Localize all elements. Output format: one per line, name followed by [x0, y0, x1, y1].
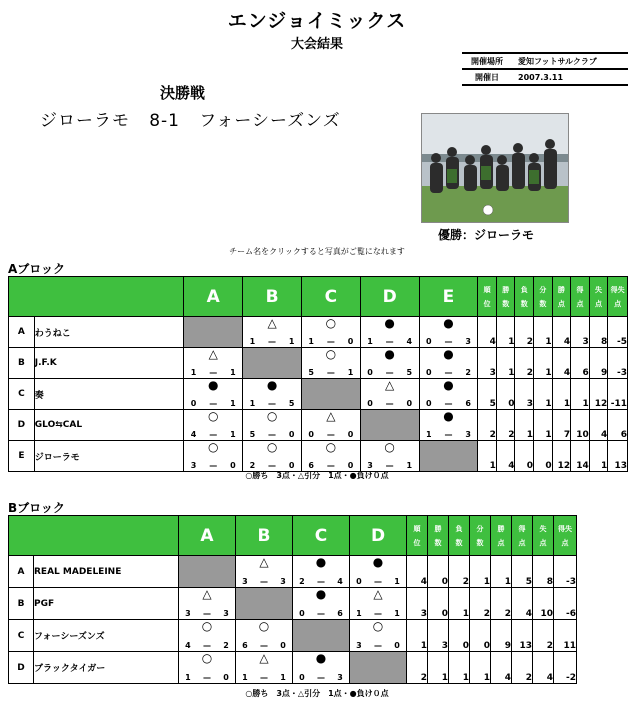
- team-row: [9, 348, 628, 379]
- match-result-cell: [243, 379, 302, 410]
- result-symbol: △: [385, 378, 395, 392]
- match-score: 1 — 1: [249, 337, 295, 346]
- result-symbol: ●: [315, 587, 327, 601]
- block-b-header-row: [9, 516, 577, 556]
- stat-value: 1: [449, 652, 470, 684]
- team-name-link[interactable]: GLO⇆CAL: [34, 410, 184, 441]
- stat-value: 1: [534, 379, 553, 410]
- block-a-label: Aブロック: [8, 262, 66, 276]
- match-result-cell: [350, 620, 407, 652]
- venue-value: 愛知フットサルクラブ: [518, 56, 597, 66]
- result-symbol: △: [202, 587, 212, 601]
- stat-value: 12: [589, 379, 608, 410]
- result-symbol: △: [208, 347, 218, 361]
- team-row: [9, 556, 577, 588]
- block-a-table: [8, 276, 628, 472]
- col-header: C: [293, 516, 350, 556]
- match-result-cell: [184, 441, 243, 472]
- stat-value: 1: [496, 348, 515, 379]
- result-symbol: ○: [258, 619, 270, 633]
- block-b-label: Bブロック: [8, 501, 65, 515]
- team-row: [9, 588, 577, 620]
- stat-value: 2: [496, 410, 515, 441]
- stat-value: -11: [608, 379, 628, 410]
- match-score: 0 — 0: [367, 399, 413, 408]
- match-score: 3 — 3: [185, 609, 229, 618]
- date-value: 2007.3.11: [518, 72, 564, 82]
- stat-value: 2: [449, 556, 470, 588]
- result-symbol: ●: [443, 316, 454, 330]
- match-score: 0 — 0: [308, 430, 354, 439]
- match-result-cell: [184, 410, 243, 441]
- stat-value: 3: [428, 620, 449, 652]
- final-team2: フォーシーズンズ: [199, 111, 341, 131]
- stat-value: 2: [512, 652, 533, 684]
- page-title: エンジョイミックス: [227, 10, 407, 32]
- team-name-link[interactable]: REAL MADELEINE: [34, 556, 179, 588]
- self-match-cell: [350, 652, 407, 684]
- stat-value: 2: [533, 620, 554, 652]
- date-label: 開催日: [475, 72, 499, 82]
- match-result-cell: [350, 588, 407, 620]
- match-score: 0 — 3: [299, 673, 343, 682]
- team-row: [9, 317, 628, 348]
- self-match-cell: [236, 588, 293, 620]
- stat-value: 1: [571, 379, 590, 410]
- winner-label: 優勝：ジローラモ: [438, 228, 535, 242]
- stat-value: 1: [470, 556, 491, 588]
- stat-value: 0: [534, 441, 553, 472]
- self-match-cell: [179, 556, 236, 588]
- result-symbol: ○: [325, 316, 337, 330]
- stat-value: 1: [496, 317, 515, 348]
- team-name-link[interactable]: PGF: [34, 588, 179, 620]
- match-score: 0 — 3: [425, 337, 471, 346]
- stat-value: 3: [571, 317, 590, 348]
- stat-value: 3: [478, 348, 497, 379]
- block-b-table: [8, 515, 577, 684]
- result-symbol: ○: [325, 347, 337, 361]
- result-symbol: ○: [384, 440, 395, 454]
- stat-value: 1: [589, 441, 608, 472]
- match-score: 1 — 3: [425, 430, 471, 439]
- stat-header: 失 点: [533, 516, 554, 556]
- stat-value: 4: [407, 556, 428, 588]
- col-header: D: [360, 277, 419, 317]
- self-match-cell: [301, 379, 360, 410]
- stat-value: 13: [608, 441, 628, 472]
- stat-value: 4: [552, 348, 571, 379]
- team-name-link[interactable]: フォーシーズンズ: [34, 620, 179, 652]
- match-result-cell: [293, 556, 350, 588]
- match-score: 1 — 0: [185, 673, 229, 682]
- stat-value: -2: [554, 652, 577, 684]
- result-symbol: ●: [372, 555, 384, 569]
- result-symbol: △: [259, 651, 269, 665]
- col-header: A: [179, 516, 236, 556]
- stat-value: 4: [496, 441, 515, 472]
- team-name-link[interactable]: ブラックタイガー: [34, 652, 179, 684]
- result-symbol: ●: [443, 347, 454, 361]
- stat-value: 1: [470, 652, 491, 684]
- col-header: A: [184, 277, 243, 317]
- result-symbol: △: [259, 555, 269, 569]
- match-score: 0 — 1: [356, 577, 400, 586]
- stat-value: 1: [449, 588, 470, 620]
- row-letter: A: [9, 317, 35, 348]
- stat-value: 4: [552, 317, 571, 348]
- stat-value: 13: [512, 620, 533, 652]
- col-header: B: [236, 516, 293, 556]
- stat-value: 4: [589, 410, 608, 441]
- row-letter: C: [9, 379, 35, 410]
- match-result-cell: [301, 410, 360, 441]
- result-symbol: ●: [443, 378, 454, 392]
- stat-value: -5: [608, 317, 628, 348]
- final-label: 決勝戦: [160, 84, 206, 102]
- match-score: 1 — 4: [367, 337, 413, 346]
- result-symbol: ●: [443, 409, 454, 423]
- stat-header: 得失 点: [608, 277, 628, 317]
- stat-value: 1: [534, 317, 553, 348]
- self-match-cell: [243, 348, 302, 379]
- stat-value: 2: [407, 652, 428, 684]
- match-result-cell: [419, 410, 478, 441]
- stat-value: 0: [428, 556, 449, 588]
- stat-value: 0: [496, 379, 515, 410]
- team-row: [9, 620, 577, 652]
- match-result-cell: [184, 379, 243, 410]
- stat-value: 2: [515, 348, 534, 379]
- result-symbol: ●: [315, 555, 327, 569]
- stat-value: 12: [552, 441, 571, 472]
- match-score: 3 — 0: [356, 641, 400, 650]
- stat-value: 0: [428, 588, 449, 620]
- match-score: 0 — 6: [299, 609, 343, 618]
- match-result-cell: [301, 317, 360, 348]
- stat-value: 4: [491, 652, 512, 684]
- result-symbol: ○: [201, 651, 213, 665]
- team-name-link[interactable]: 奏: [34, 379, 184, 410]
- match-result-cell: [243, 441, 302, 472]
- final-team1: ジローラモ: [40, 111, 130, 131]
- stat-header: 勝 数: [496, 277, 515, 317]
- stat-header: 順 位: [478, 277, 497, 317]
- team-name-link[interactable]: J.F.K: [34, 348, 184, 379]
- match-score: 4 — 2: [185, 641, 229, 650]
- stat-value: 5: [512, 556, 533, 588]
- match-score: 1 — 5: [249, 399, 295, 408]
- col-header: E: [419, 277, 478, 317]
- match-score: 1 — 0: [308, 337, 354, 346]
- block-a-legend: ○勝ち 3点・△引分 1点・●負け０点: [245, 471, 389, 480]
- match-score: 1 — 1: [242, 673, 286, 682]
- self-match-cell: [293, 620, 350, 652]
- match-result-cell: [360, 317, 419, 348]
- row-letter: C: [9, 620, 34, 652]
- stat-value: -3: [608, 348, 628, 379]
- self-match-cell: [184, 317, 243, 348]
- page-subtitle: 大会結果: [290, 37, 343, 52]
- match-score: 2 — 0: [249, 461, 295, 470]
- result-symbol: ○: [266, 409, 278, 423]
- stat-value: 3: [515, 379, 534, 410]
- stat-value: 9: [491, 620, 512, 652]
- result-symbol: △: [267, 316, 277, 330]
- match-result-cell: [236, 652, 293, 684]
- match-score: 5 — 0: [249, 430, 295, 439]
- stat-value: 0: [449, 620, 470, 652]
- team-row: [9, 441, 628, 472]
- match-score: 4 — 1: [190, 430, 236, 439]
- stat-header: 勝 数: [428, 516, 449, 556]
- stat-value: 2: [478, 410, 497, 441]
- row-letter: B: [9, 588, 34, 620]
- stat-header: 失 点: [589, 277, 608, 317]
- match-score: 0 — 5: [367, 368, 413, 377]
- result-symbol: ○: [208, 440, 219, 454]
- header-corner: [9, 277, 184, 317]
- col-header: C: [301, 277, 360, 317]
- stat-value: 6: [571, 348, 590, 379]
- match-result-cell: [179, 588, 236, 620]
- col-header: D: [350, 516, 407, 556]
- result-symbol: ○: [208, 409, 219, 423]
- venue-label: 開催場所: [471, 56, 503, 66]
- venue-info: [462, 52, 628, 86]
- stat-value: -6: [554, 588, 577, 620]
- stat-header: 負 数: [449, 516, 470, 556]
- stat-value: 1: [491, 556, 512, 588]
- match-result-cell: [301, 441, 360, 472]
- result-symbol: ●: [266, 378, 278, 392]
- match-result-cell: [243, 317, 302, 348]
- result-symbol: ○: [372, 619, 384, 633]
- self-match-cell: [360, 410, 419, 441]
- winner-team-photo[interactable]: [421, 113, 569, 223]
- match-score: 0 — 2: [425, 368, 471, 377]
- stat-value: 10: [533, 588, 554, 620]
- stat-header: 分 数: [534, 277, 553, 317]
- match-result-cell: [350, 556, 407, 588]
- stat-value: 10: [571, 410, 590, 441]
- row-letter: D: [9, 652, 34, 684]
- self-match-cell: [419, 441, 478, 472]
- stat-header: 勝 点: [552, 277, 571, 317]
- match-score: 3 — 1: [367, 461, 413, 470]
- stat-value: 4: [533, 652, 554, 684]
- match-result-cell: [293, 588, 350, 620]
- match-result-cell: [184, 348, 243, 379]
- match-result-cell: [360, 441, 419, 472]
- match-result-cell: [419, 379, 478, 410]
- team-row: [9, 410, 628, 441]
- stat-value: 0: [515, 441, 534, 472]
- result-symbol: ●: [384, 347, 395, 361]
- match-score: 3 — 3: [242, 577, 286, 586]
- photo-note: チーム名をクリックすると写真がご覧になれます: [229, 247, 405, 256]
- stat-header: 勝 点: [491, 516, 512, 556]
- match-result-cell: [236, 556, 293, 588]
- stat-header: 負 数: [515, 277, 534, 317]
- stat-value: -3: [554, 556, 577, 588]
- match-score: 5 — 1: [308, 368, 354, 377]
- match-result-cell: [179, 652, 236, 684]
- row-letter: B: [9, 348, 35, 379]
- match-result-cell: [179, 620, 236, 652]
- result-symbol: ●: [208, 378, 219, 392]
- stat-value: 1: [428, 652, 449, 684]
- stat-value: 2: [515, 317, 534, 348]
- stat-header: 得 点: [512, 516, 533, 556]
- match-result-cell: [360, 348, 419, 379]
- result-symbol: ●: [384, 316, 395, 330]
- stat-value: 14: [571, 441, 590, 472]
- stat-value: 5: [478, 379, 497, 410]
- block-b-legend: ○勝ち 3点・△引分 1点・●負け０点: [245, 689, 389, 698]
- stat-value: 4: [512, 588, 533, 620]
- match-score: 6 — 0: [242, 641, 286, 650]
- stat-header: 順 位: [407, 516, 428, 556]
- stat-value: 3: [407, 588, 428, 620]
- result-symbol: ○: [325, 440, 337, 454]
- stat-value: 1: [534, 348, 553, 379]
- match-result-cell: [360, 379, 419, 410]
- match-result-cell: [419, 317, 478, 348]
- team-row: [9, 379, 628, 410]
- stat-value: 8: [589, 317, 608, 348]
- row-letter: A: [9, 556, 34, 588]
- team-name-link[interactable]: わうねこ: [34, 317, 184, 348]
- result-symbol: ○: [201, 619, 213, 633]
- final-result: [40, 106, 341, 131]
- final-score: 8-1: [149, 111, 180, 131]
- match-score: 2 — 4: [299, 577, 343, 586]
- match-score: 1 — 1: [190, 368, 236, 377]
- stat-value: 8: [533, 556, 554, 588]
- match-score: 1 — 1: [356, 609, 400, 618]
- stat-value: 1: [478, 441, 497, 472]
- stat-value: 11: [554, 620, 577, 652]
- stat-value: 0: [470, 620, 491, 652]
- match-result-cell: [243, 410, 302, 441]
- result-symbol: △: [373, 587, 383, 601]
- stat-value: 9: [589, 348, 608, 379]
- stat-header: 得失 点: [554, 516, 577, 556]
- stat-value: 2: [470, 588, 491, 620]
- stat-header: 得 点: [571, 277, 590, 317]
- team-name-link[interactable]: ジローラモ: [34, 441, 184, 472]
- match-result-cell: [293, 652, 350, 684]
- header-corner: [9, 516, 179, 556]
- row-letter: D: [9, 410, 35, 441]
- col-header: B: [243, 277, 302, 317]
- match-score: 3 — 0: [190, 461, 236, 470]
- stat-value: 4: [478, 317, 497, 348]
- stat-value: 6: [608, 410, 628, 441]
- match-result-cell: [301, 348, 360, 379]
- result-symbol: ●: [315, 651, 327, 665]
- block-a-header-row: [9, 277, 628, 317]
- match-score: 0 — 6: [425, 399, 471, 408]
- stat-value: 2: [491, 588, 512, 620]
- stat-value: 1: [407, 620, 428, 652]
- stat-value: 1: [515, 410, 534, 441]
- match-result-cell: [236, 620, 293, 652]
- result-symbol: ○: [266, 440, 278, 454]
- match-score: 6 — 0: [308, 461, 354, 470]
- match-score: 0 — 1: [190, 399, 236, 408]
- stat-header: 分 数: [470, 516, 491, 556]
- team-row: [9, 652, 577, 684]
- stat-value: 1: [552, 379, 571, 410]
- row-letter: E: [9, 441, 35, 472]
- stat-value: 7: [552, 410, 571, 441]
- result-symbol: △: [326, 409, 336, 423]
- match-result-cell: [419, 348, 478, 379]
- stat-value: 1: [534, 410, 553, 441]
